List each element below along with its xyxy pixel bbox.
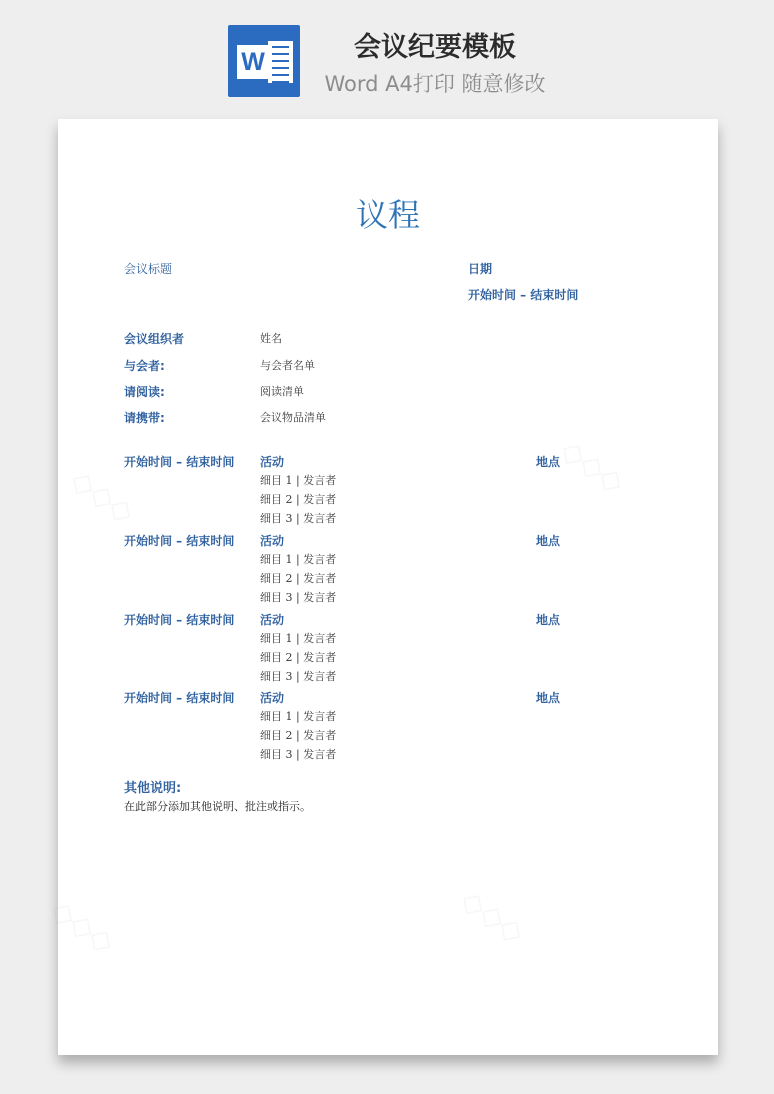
banner-subtitle: Word A4打印 随意修改 <box>324 72 546 96</box>
watermark: ◇◇◇ <box>454 882 531 951</box>
organizer-label: 会议组织者 <box>124 332 185 346</box>
agenda-item: 细目 1 | 发言者 <box>260 710 337 723</box>
banner-title: 会议纪要模板 <box>354 32 516 63</box>
agenda-location: 地点 <box>536 613 561 627</box>
agenda-time: 开始时间 – 结束时间 <box>124 455 235 469</box>
agenda-block <box>58 612 718 690</box>
word-icon <box>228 25 300 97</box>
page-title: 议程 <box>355 196 420 234</box>
reading-label: 请阅读: <box>124 385 165 399</box>
watermark: ◇◇◇ <box>64 462 141 531</box>
date-label: 日期 <box>468 262 493 276</box>
word-logo-letter: W <box>237 45 269 79</box>
attendees-label: 与会者: <box>124 359 165 373</box>
agenda-location: 地点 <box>536 455 561 469</box>
agenda-item: 细目 1 | 发言者 <box>260 474 337 487</box>
bring-value: 会议物品清单 <box>260 411 326 424</box>
agenda-time: 开始时间 – 结束时间 <box>124 691 235 705</box>
reading-value: 阅读清单 <box>260 385 304 398</box>
agenda-activity: 活动 <box>260 691 285 705</box>
watermark: ◇◇◇ <box>554 432 631 501</box>
agenda-item: 细目 2 | 发言者 <box>260 729 337 742</box>
meeting-title-label: 会议标题 <box>124 262 173 276</box>
agenda-item: 细目 3 | 发言者 <box>260 748 337 761</box>
header-banner <box>0 0 774 110</box>
agenda-item: 细目 2 | 发言者 <box>260 572 337 585</box>
agenda-activity: 活动 <box>260 534 285 548</box>
notes-text: 在此部分添加其他说明、批注或指示。 <box>124 800 311 813</box>
time-range: 开始时间 – 结束时间 <box>468 288 579 302</box>
agenda-location: 地点 <box>536 534 561 548</box>
agenda-activity: 活动 <box>260 613 285 627</box>
agenda-block <box>58 454 718 532</box>
agenda-item: 细目 3 | 发言者 <box>260 512 337 525</box>
agenda-block <box>58 690 718 768</box>
agenda-time: 开始时间 – 结束时间 <box>124 613 235 627</box>
agenda-item: 细目 3 | 发言者 <box>260 591 337 604</box>
agenda-block <box>58 533 718 611</box>
bring-label: 请携带: <box>124 411 165 425</box>
agenda-location: 地点 <box>536 691 561 705</box>
agenda-item: 细目 3 | 发言者 <box>260 670 337 683</box>
agenda-item: 细目 1 | 发言者 <box>260 553 337 566</box>
organizer-value: 姓名 <box>260 332 282 345</box>
attendees-value: 与会者名单 <box>260 359 315 372</box>
agenda-time: 开始时间 – 结束时间 <box>124 534 235 548</box>
agenda-activity: 活动 <box>260 455 285 469</box>
agenda-item: 细目 2 | 发言者 <box>260 493 337 506</box>
watermark: ◇◇◇ <box>44 892 121 961</box>
agenda-item: 细目 1 | 发言者 <box>260 632 337 645</box>
document-page <box>44 119 718 1055</box>
agenda-item: 细目 2 | 发言者 <box>260 651 337 664</box>
notes-label: 其他说明: <box>124 781 182 796</box>
